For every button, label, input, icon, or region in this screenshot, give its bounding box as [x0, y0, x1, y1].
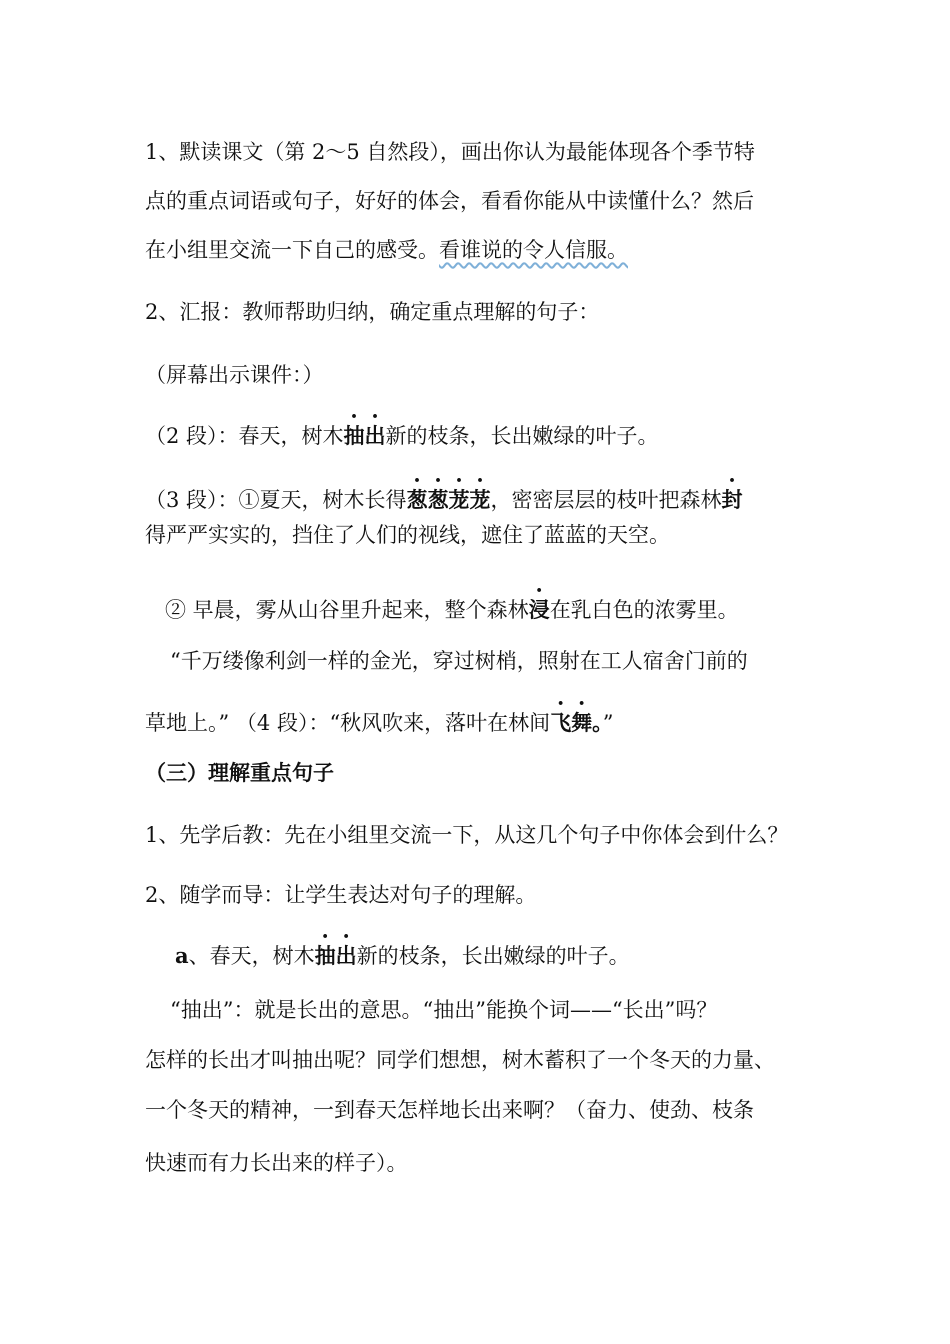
key-word: 浸	[528, 597, 550, 622]
paragraph-1-line-3	[145, 235, 628, 265]
sentence-text: （2 段）：春天，树木	[145, 424, 344, 448]
sentence-text: ”	[602, 711, 614, 735]
key-word: 抽出	[343, 423, 386, 448]
sentence-text: （3 段）：①夏天，树木长得	[145, 488, 407, 512]
paragraph-7-line-1: “千万缕像利剑一样的金光，穿过树梢，照射在工人宿舍门前的	[170, 649, 748, 673]
sentence-text: 在乳白色的浓雾里。	[549, 598, 739, 622]
key-word: 飞舞。	[550, 710, 603, 735]
sentence-text: ，密密层层的枝叶把森林	[490, 488, 722, 512]
key-word: 葱葱茏茏	[406, 487, 491, 512]
section-heading: （三）理解重点句子	[145, 760, 334, 785]
paragraph-9: 2、随学而导：让学生表达对句子的理解。	[145, 883, 537, 907]
paragraph-5-line-1	[145, 474, 743, 515]
paragraph-11-line-1: “抽出”：就是长出的意思。“抽出”能换个词——“长出”吗？	[170, 998, 718, 1022]
key-word: 抽出	[314, 943, 357, 968]
sentence-text: 草地上。” （4 段）：“秋风吹来，落叶在林间	[145, 711, 551, 735]
paragraph-1-line-1: 1、默读课文（第 2～5 自然段），画出你认为最能体现各个季节特	[145, 140, 755, 164]
wavy-underlined-text: 看谁说的令人信服。	[439, 238, 628, 262]
paragraph-1-text: 在小组里交流一下自己的感受。	[145, 238, 439, 262]
paragraph-7-line-2	[145, 697, 613, 738]
paragraph-1-line-2: 点的重点词语或句子，好好的体会，看看你能从中读懂什么？然后	[145, 189, 754, 213]
paragraph-4	[145, 410, 659, 451]
paragraph-5-line-2: 得严严实实的，挡住了人们的视线，遮住了蓝蓝的天空。	[145, 523, 670, 547]
paragraph-10	[175, 930, 630, 971]
sentence-text: 新的枝条，长出嫩绿的叶子。	[356, 944, 630, 968]
paragraph-11-line-2: 怎样的长出才叫抽出呢？同学们想想，树木蓄积了一个冬天的力量、	[145, 1048, 775, 1072]
sentence-text: 、春天，树木	[188, 944, 315, 968]
sentence-text: 新的枝条，长出嫩绿的叶子。	[385, 424, 659, 448]
paragraph-6	[165, 584, 739, 625]
paragraph-3: （屏幕出示课件：）	[145, 363, 324, 387]
key-word: 封	[721, 487, 743, 512]
paragraph-11-line-3: 一个冬天的精神，一到春天怎样地长出来啊？（奋力、使劲、枝条	[145, 1098, 754, 1122]
item-label: a	[175, 943, 189, 968]
sentence-text: ② 早晨，雾从山谷里升起来，整个森林	[165, 598, 529, 622]
paragraph-2: 2、汇报：教师帮助归纳，确定重点理解的句子：	[145, 300, 600, 324]
paragraph-8: 1、先学后教：先在小组里交流一下，从这几个句子中你体会到什么？	[145, 823, 789, 847]
paragraph-11-line-4: 快速而有力长出来的样子）。	[145, 1151, 408, 1175]
